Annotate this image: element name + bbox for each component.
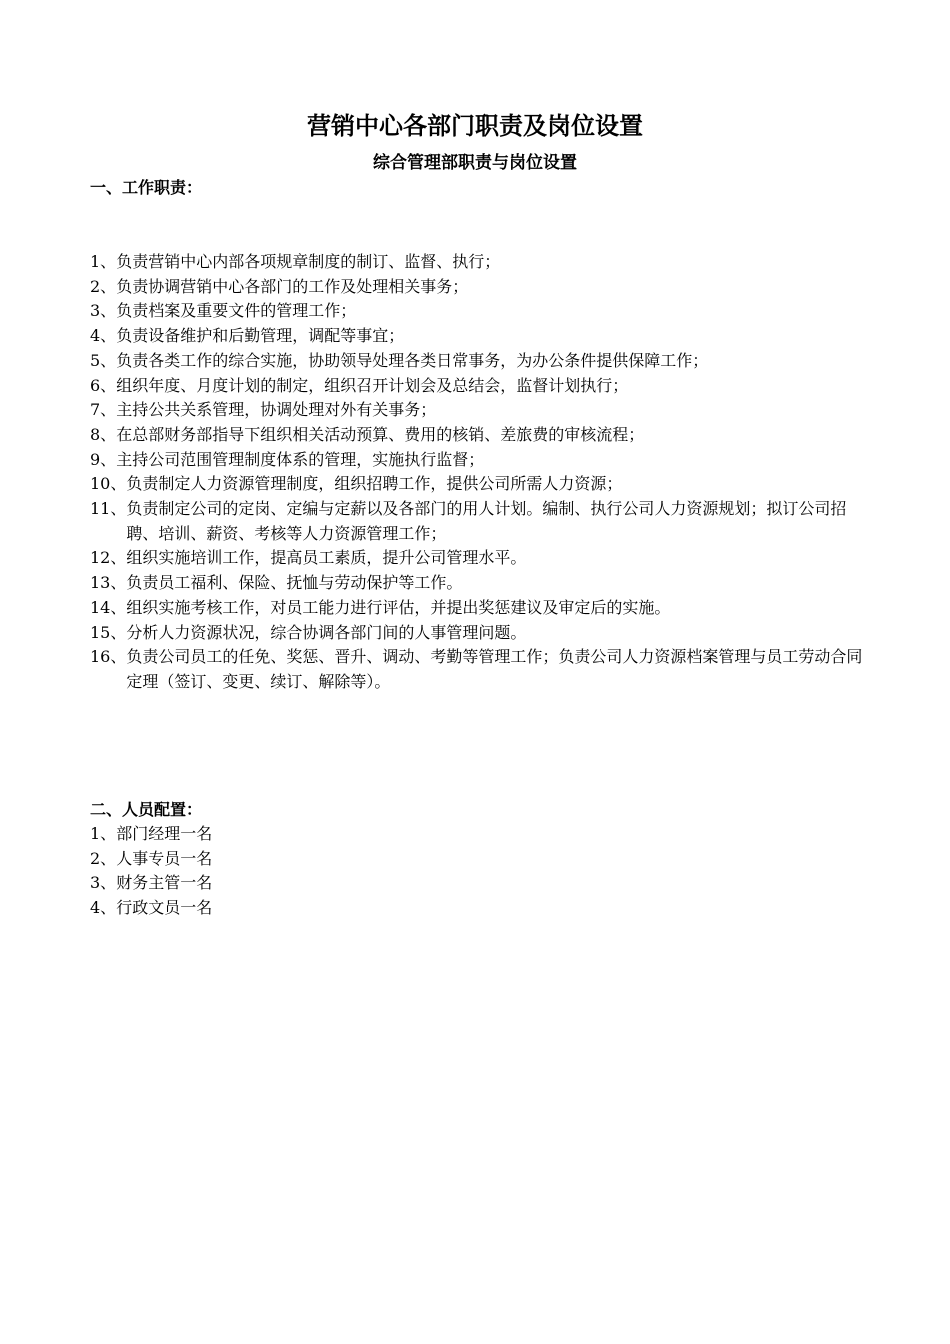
item-text: 负责各类工作的综合实施，协助领导处理各类日常事务，为办公条件提供保障工作； xyxy=(116,350,709,370)
list-item xyxy=(90,472,865,497)
item-number: 2、 xyxy=(90,848,117,868)
item-number: 4、 xyxy=(90,898,117,918)
list-item xyxy=(90,896,865,921)
item-text: 主持公司范围管理制度体系的管理，实施执行监督； xyxy=(116,449,485,469)
list-item xyxy=(90,847,865,872)
list-item xyxy=(90,448,865,473)
item-number: 9、 xyxy=(90,449,117,469)
item-number: 2、 xyxy=(90,276,117,296)
list-item xyxy=(90,275,865,300)
list-item xyxy=(90,571,865,596)
item-number: 12、 xyxy=(90,548,127,568)
item-number: 3、 xyxy=(90,873,117,893)
item-number: 11、 xyxy=(90,499,127,519)
item-text: 负责档案及重要文件的管理工作； xyxy=(116,301,357,321)
item-text: 负责制定公司的定岗、定编与定薪以及各部门的用人计划。编制、执行公司人力资源规划；拟订公司招聘、培训、薪资、考核等人力资源管理工作； xyxy=(126,499,847,543)
section-heading-staffing: 二、人员配置： xyxy=(90,800,203,819)
item-text: 人事专员一名 xyxy=(116,848,213,868)
item-text: 部门经理一名 xyxy=(116,824,213,843)
item-text: 负责设备维护和后勤管理，调配等事宜； xyxy=(116,326,405,346)
item-text: 组织实施考核工作，对员工能力进行评估，并提出奖惩建议及审定后的实施。 xyxy=(126,597,671,617)
list-item xyxy=(90,324,865,349)
list-item xyxy=(90,497,865,546)
staffing-list xyxy=(90,822,865,921)
document-title: 营销中心各部门职责及岗位设置 xyxy=(307,111,643,140)
item-number: 4、 xyxy=(90,326,117,346)
item-number: 8、 xyxy=(90,424,117,444)
duties-list xyxy=(90,250,865,695)
item-number: 10、 xyxy=(90,474,127,494)
list-item xyxy=(90,546,865,571)
item-text: 行政文员一名 xyxy=(116,898,213,918)
item-text: 主持公共关系管理，协调处理对外有关事务； xyxy=(116,400,437,420)
item-number: 1、 xyxy=(90,252,117,271)
list-item xyxy=(90,822,865,847)
list-item xyxy=(90,621,865,646)
item-text: 负责公司员工的任免、奖惩、晋升、调动、考勤等管理工作；负责公司人力资源档案管理与员工劳动合同定理（签订、变更、续订、解除等）。 xyxy=(126,647,863,691)
item-number: 15、 xyxy=(90,622,127,642)
item-number: 6、 xyxy=(90,375,117,395)
list-item xyxy=(90,645,865,694)
list-item xyxy=(90,374,865,399)
item-text: 负责员工福利、保险、抚恤与劳动保护等工作。 xyxy=(126,573,463,593)
item-number: 14、 xyxy=(90,597,127,617)
item-number: 1、 xyxy=(90,824,117,843)
item-text: 分析人力资源状况，综合协调各部门间的人事管理问题。 xyxy=(126,622,527,642)
item-text: 负责制定人力资源管理制度，组织招聘工作，提供公司所需人力资源； xyxy=(126,474,623,494)
item-number: 7、 xyxy=(90,400,117,420)
item-number: 3、 xyxy=(90,301,117,321)
list-item xyxy=(90,299,865,324)
item-text: 组织年度、月度计划的制定，组织召开计划会及总结会，监督计划执行； xyxy=(116,375,629,395)
list-item xyxy=(90,250,865,275)
item-number: 5、 xyxy=(90,350,117,370)
document-subtitle: 综合管理部职责与岗位设置 xyxy=(373,153,577,173)
item-text: 负责营销中心内部各项规章制度的制订、监督、执行； xyxy=(116,252,501,271)
list-item xyxy=(90,349,865,374)
item-number: 16、 xyxy=(90,647,127,667)
item-text: 负责协调营销中心各部门的工作及处理相关事务； xyxy=(116,276,469,296)
item-text: 在总部财务部指导下组织相关活动预算、费用的核销、差旅费的审核流程； xyxy=(116,424,645,444)
list-item xyxy=(90,423,865,448)
section-heading-duties: 一、工作职责： xyxy=(90,178,203,197)
item-number: 13、 xyxy=(90,573,127,593)
list-item xyxy=(90,871,865,896)
item-text: 财务主管一名 xyxy=(116,873,213,893)
list-item xyxy=(90,596,865,621)
item-text: 组织实施培训工作，提高员工素质，提升公司管理水平。 xyxy=(126,548,527,568)
list-item xyxy=(90,398,865,423)
